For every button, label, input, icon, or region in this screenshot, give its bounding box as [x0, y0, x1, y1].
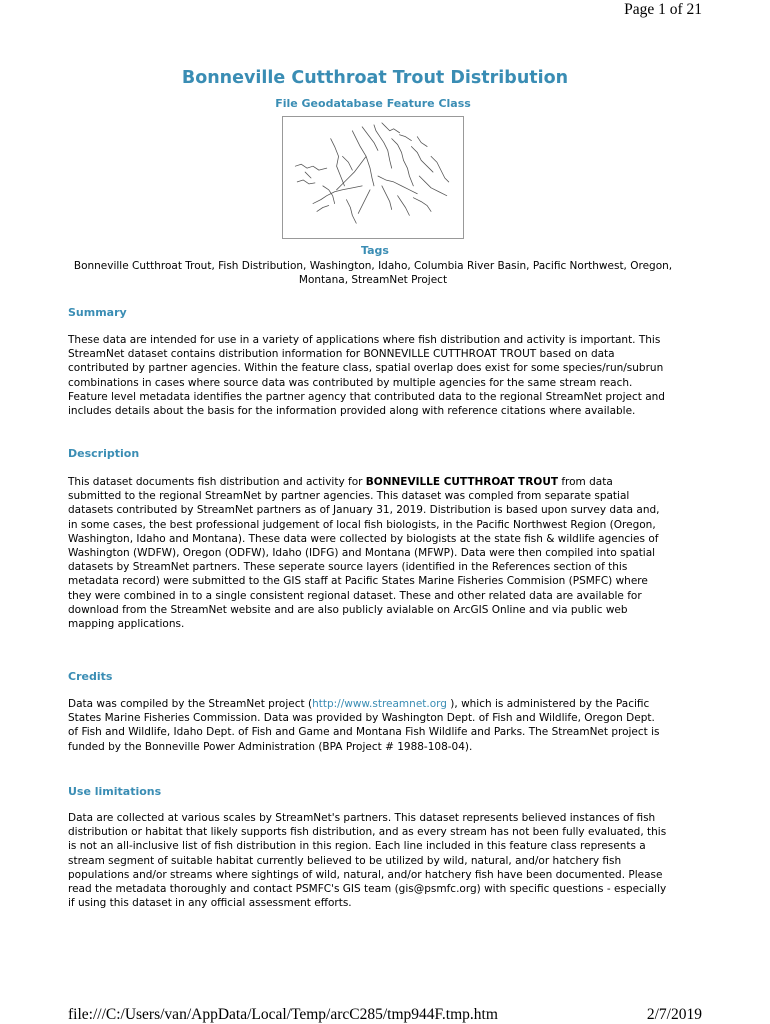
page-number: Page 1 of 21 [624, 1, 702, 18]
footer-file-path: file:///C:/Users/van/AppData/Local/Temp/arcC285/tmp944F.tmp.htm [68, 1006, 498, 1023]
use-limitations-text: Data are collected at various scales by StreamNet's partners. This dataset represents believed instances of fish distribution or habitat that likely supports fish distribution, and as every stream has not been fully evaluated, this is not an all-inclusive list of fish distribution in this region. Each line included in this feature class represents a stream segment of suitable habitat currently believed to be utilized by wild, natural, and/or hatchery fish populations and/or streams where sightings of wild, natural, and/or hatchery fish have been documented. Please read the metadata thoroughly and contact PSMFC's GIS team (gis@psmfc.org) with specific questions - especially if using this dataset in any official assessment efforts. [68, 812, 667, 910]
description-text [68, 475, 668, 631]
credits-text-after: ), which is administered by the Pacific States Marine Fisheries Commission. Data was provided by Washington Dept. of Fish and Wildlife, Oregon Dept. of Fish and Wildlife, Idaho Dept. of Fish and Game and Montana Fish Wildlife and Parks. The StreamNet project is funded by the Bonneville Power Administration (BPA Project # 1988-108-04). [68, 698, 660, 753]
species-name: BONNEVILLE CUTTHROAT TROUT [365, 476, 559, 488]
credits-heading: Credits [68, 670, 113, 683]
document-subtitle: File Geodatabase Feature Class [275, 97, 471, 110]
tags-heading: Tags [361, 244, 389, 257]
footer-date: 2/7/2019 [646, 1006, 702, 1023]
description-text-before: This dataset documents fish distribution and activity for [68, 476, 366, 488]
streamnet-link[interactable]: http://www.streamnet.org [312, 698, 447, 710]
stream-network-thumbnail [283, 117, 463, 238]
summary-text: These data are intended for use in a variety of applications where fish distribution and activity is important. This StreamNet dataset contains distribution information for BONNEVILLE CUTTHROAT TROUT based on data contributed by partner agencies. Within the feature class, spatial overlap does exist for some species/run/subrun combinations in cases where source data was contributed by multiple agencies for the same stream reach. Feature level metadata identifies the partner agency that contributed data to the regional StreamNet project and includes details about the basis for the information provided along with reference citations where available. [68, 334, 665, 418]
thumbnail-map-image [282, 116, 464, 239]
description-text-after: from data submitted to the regional StreamNet by partner agencies. This dataset was compled from separate spatial datasets contributed by StreamNet partners as of January 31, 2019. Distribution is based upon survey data and, in some cases, the best professional judgement of local fish biologists, in the Pacific Northwest Region (Oregon, Washington, Idaho and Montana). These data were collected by biologists at the state fish & wildlife agencies of Washington (WDFW), Oregon (ODFW), Idaho (IDFG) and Montana (MFWP). Data were then compiled into spatial datasets by StreamNet partners. These seperate source layers (identified in the References section of this metadata record) were submitted to the GIS staff at Pacific States Marine Fisheries Commision (PSMFC) where they were combined in to a single consistent regional dataset. These and other related data are available for download from the StreamNet website and are also publicly avialable on ArcGIS Online and via public web mapping applications. [68, 476, 660, 631]
use-limitations-heading: Use limitations [68, 785, 162, 798]
credits-text [68, 697, 668, 754]
summary-heading: Summary [68, 306, 127, 319]
description-heading: Description [68, 447, 140, 460]
tags-text: Bonneville Cutthroat Trout, Fish Distribution, Washington, Idaho, Columbia River Basin, Pacific Northwest, Oregon, Montana, StreamNet Project [73, 260, 673, 286]
document-title: Bonneville Cutthroat Trout Distribution [181, 68, 569, 88]
credits-text-before: Data was compiled by the StreamNet project ( [68, 698, 313, 710]
